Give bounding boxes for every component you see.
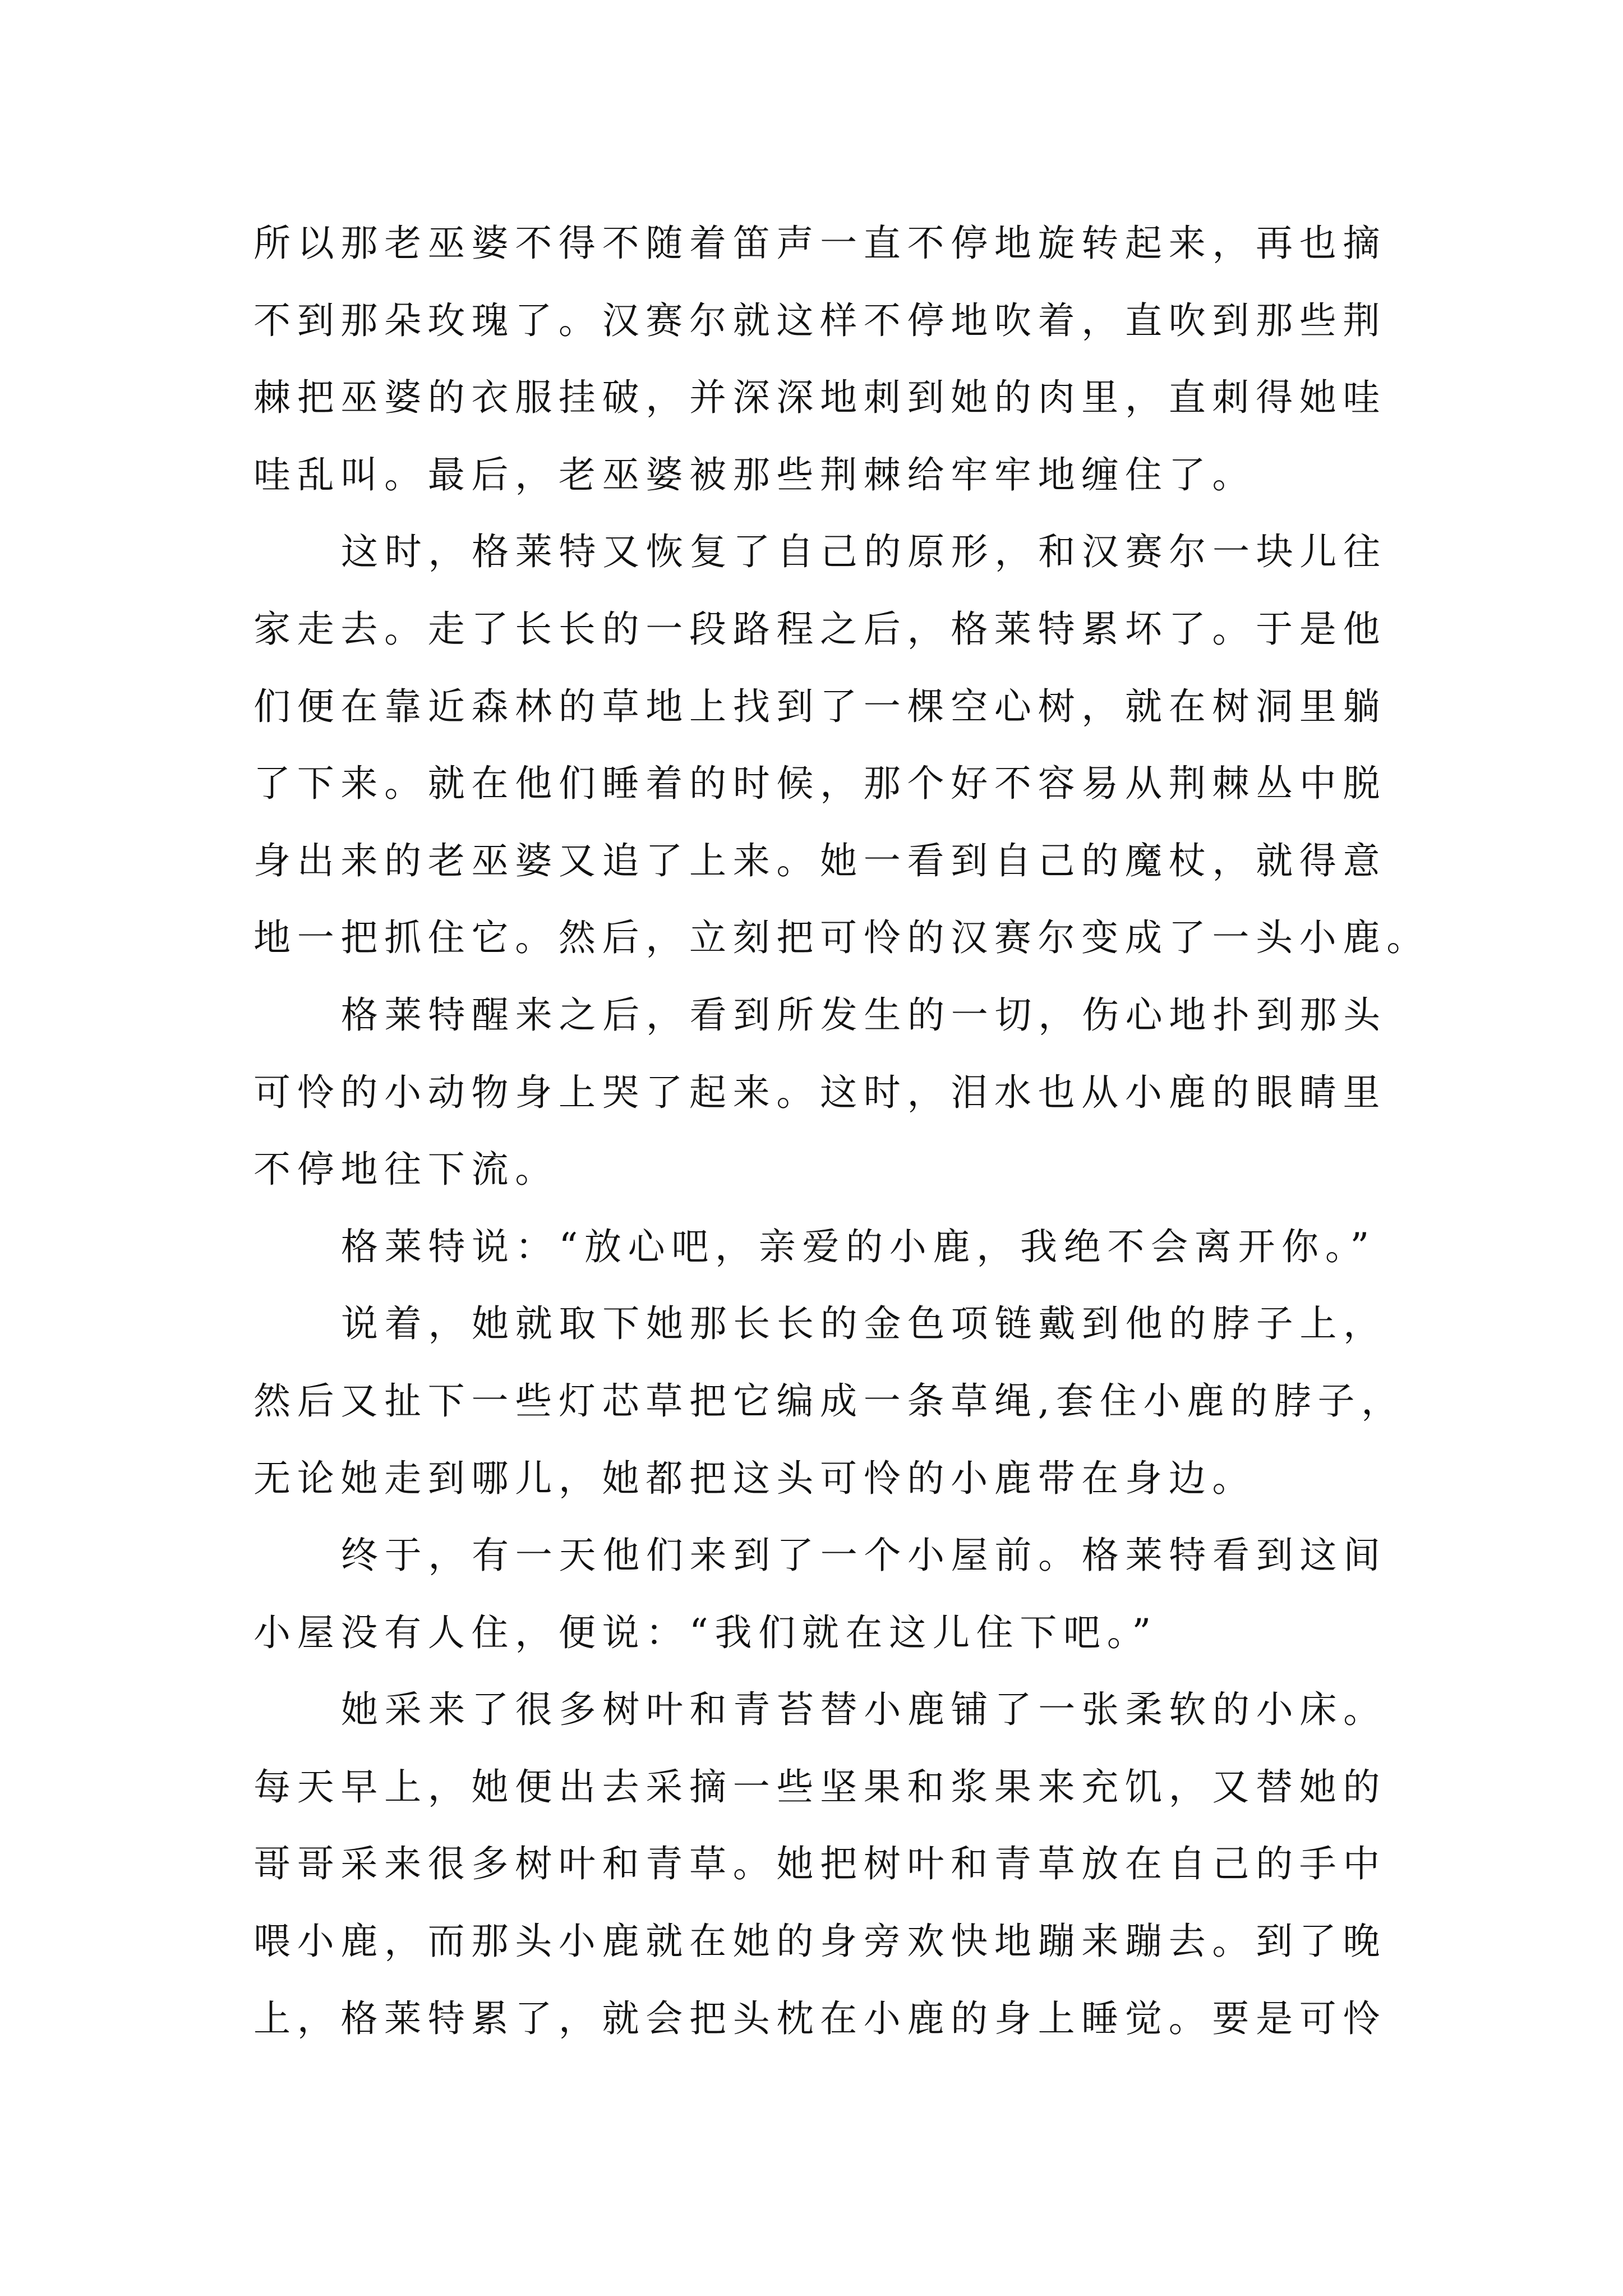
- text-line: 格莱特醒来之后，看到所发生的一切，伤心地扑到那头: [341, 993, 1387, 1037]
- text-line: 这时，格莱特又恢复了自己的原形，和汉赛尔一块儿往: [341, 530, 1387, 574]
- paragraph-4: [253, 1208, 1431, 1286]
- text-line: 哇乱叫。最后，老巫婆被那些荆棘给牢牢地缠住了。: [253, 453, 1256, 496]
- text-line: 不停地往下流。: [253, 1148, 559, 1191]
- text-line: 无论她走到哪儿，她都把这头可怜的小鹿带在身边。: [253, 1456, 1256, 1500]
- text-line: 棘把巫婆的衣服挂破，并深深地刺到她的肉里，直刺得她哇: [253, 376, 1387, 420]
- paragraph-5: [253, 1285, 1431, 1517]
- text-line: 哥哥采来很多树叶和青草。她把树叶和青草放在自己的手中: [253, 1842, 1387, 1886]
- text-line: 了下来。就在他们睡着的时候，那个好不容易从荆棘丛中脱: [253, 762, 1387, 806]
- paragraph-1: [253, 205, 1431, 513]
- text-line: 家走去。走了长长的一段路程之后，格莱特累坏了。于是他: [253, 607, 1387, 651]
- paragraph-7: [253, 1671, 1431, 2057]
- text-line: 可怜的小动物身上哭了起来。这时，泪水也从小鹿的眼睛里: [253, 1070, 1387, 1114]
- text-line: 说着，她就取下她那长长的金色项链戴到他的脖子上，: [341, 1302, 1387, 1346]
- text-line: 格莱特说：“放心吧，亲爱的小鹿，我绝不会离开你。”: [341, 1225, 1376, 1268]
- paragraph-2: [253, 513, 1431, 977]
- text-line: 身出来的老巫婆又追了上来。她一看到自己的魔杖，就得意: [253, 839, 1387, 882]
- paragraph-3: [253, 977, 1431, 1208]
- paragraph-6: [253, 1517, 1431, 1671]
- text-line: 喂小鹿，而那头小鹿就在她的身旁欢快地蹦来蹦去。到了晚: [253, 1920, 1387, 1963]
- text-line: 所以那老巫婆不得不随着笛声一直不停地旋转起来，再也摘: [253, 222, 1387, 265]
- text-line: 小屋没有人住，便说：“我们就在这儿住下吧。”: [253, 1611, 1158, 1654]
- text-line: 终于，有一天他们来到了一个小屋前。格莱特看到这间: [341, 1534, 1387, 1577]
- body-text: [253, 205, 1431, 2057]
- text-line: 每天早上，她便出去采摘一些坚果和浆果来充饥，又替她的: [253, 1765, 1387, 1809]
- text-line: 地一把抓住它。然后，立刻把可怜的汉赛尔变成了一头小鹿。: [253, 916, 1430, 960]
- text-line: 然后又扯下一些灯芯草把它编成一条草绳,套住小鹿的脖子，: [253, 1379, 1405, 1423]
- text-line: 上，格莱特累了，就会把头枕在小鹿的身上睡觉。要是可怜: [253, 1996, 1387, 2040]
- text-line: 们便在靠近森林的草地上找到了一棵空心树，就在树洞里躺: [253, 684, 1387, 728]
- text-line: 她采来了很多树叶和青苔替小鹿铺了一张柔软的小床。: [341, 1688, 1387, 1732]
- text-line: 不到那朵玫瑰了。汉赛尔就这样不停地吹着，直吹到那些荆: [253, 298, 1387, 342]
